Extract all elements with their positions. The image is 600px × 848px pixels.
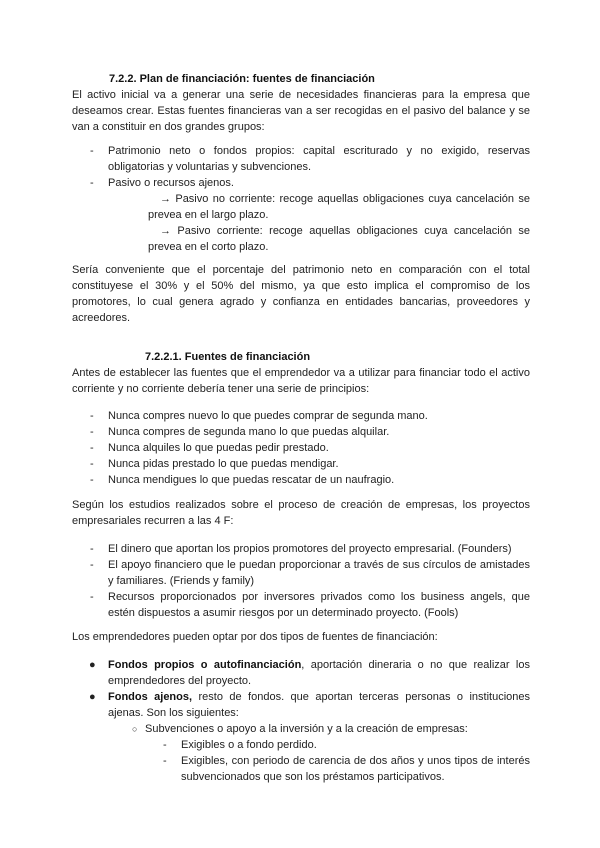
list-item: El apoyo financiero que le puedan proporcionar a través de sus círculos de amistades y familiares. (Friends y family)	[108, 559, 530, 587]
dash-marker: -	[90, 145, 94, 157]
list-item: Subvenciones o apoyo a la inversión y a la creación de empresas:	[145, 723, 468, 735]
list-item: Recursos proporcionados por inversores privados como los business angels, que estén dispuestos a asumir riesgos por un determinado proyecto. (Fools)	[108, 591, 530, 619]
list-item: - Nunca compres nuevo lo que puedes comprar de segunda mano.	[90, 410, 428, 422]
list-item: - Nunca compres de segunda mano lo que puedas alquilar.	[90, 426, 390, 438]
list-item: Fondos propios o autofinanciación, aportación dineraria o no que realizar los emprendedores del proyecto.	[108, 659, 530, 687]
principles-list	[90, 408, 530, 488]
dash-marker: -	[163, 755, 167, 767]
list-item: Exigibles o a fondo perdido.	[181, 739, 317, 751]
list-item: → Pasivo corriente: recoge aquellas obligaciones cuya cancelación se prevea en el corto plazo.	[148, 225, 530, 253]
dash-marker: -	[90, 543, 94, 555]
list-item: - Nunca mendigues lo que puedas rescatar de un naufragio.	[90, 474, 395, 486]
bullet-marker: ●	[89, 691, 96, 703]
paragraph: Sería conveniente que el porcentaje del patrimonio neto en comparación con el total constituyese el 30% y el 50% del mismo, ya que esto implica el compromiso de los promotores, lo cual genera agrado y confianza en entidades bancarias, proveedores y acreedores.	[72, 264, 530, 324]
circle-marker: ○	[132, 724, 138, 734]
section-heading: 7.2.2.1. Fuentes de financiación	[145, 351, 311, 363]
dash-marker: -	[90, 559, 94, 571]
bullet-marker: ●	[89, 659, 96, 671]
list-item: - Nunca alquiles lo que puedas pedir prestado.	[90, 442, 329, 454]
dash-marker: -	[90, 177, 94, 189]
paragraph: El activo inicial va a generar una serie de necesidades financieras para la empresa que deseamos crear. Estas fuentes financieras van a ser recogidas en el pasivo del balance y se van a constituir en dos grandes grupos:	[72, 89, 530, 133]
list-item: - Nunca pidas prestado lo que puedas mendigar.	[90, 458, 339, 470]
paragraph: Los emprendedores pueden optar por dos tipos de fuentes de financiación:	[72, 631, 438, 643]
dash-marker: -	[163, 739, 167, 751]
list-item: Pasivo o recursos ajenos.	[108, 177, 234, 189]
list-item: Fondos ajenos, resto de fondos. que aportan terceras personas o instituciones ajenas. Son los siguientes:	[108, 691, 530, 719]
dash-marker: -	[90, 591, 94, 603]
list-item: → Pasivo no corriente: recoge aquellas obligaciones cuya cancelación se prevea en el largo plazo.	[148, 193, 530, 221]
list-item: El dinero que aportan los propios promotores del proyecto empresarial. (Founders)	[108, 543, 512, 555]
list-item: Patrimonio neto o fondos propios: capital escriturado y no exigido, reservas obligatorias y voluntarias y subvenciones.	[108, 145, 530, 173]
paragraph: Según los estudios realizados sobre el proceso de creación de empresas, los proyectos empresariales recurren a las 4 F:	[72, 499, 530, 527]
paragraph: Antes de establecer las fuentes que el emprendedor va a utilizar para financiar todo el activo corriente y no corriente debería tener una serie de principios:	[72, 367, 530, 395]
section-heading: 7.2.2. Plan de financiación: fuentes de financiación	[109, 73, 375, 85]
list-item: Exigibles, con periodo de carencia de dos años y unos tipos de interés subvencionados que son los préstamos participativos.	[181, 755, 530, 783]
